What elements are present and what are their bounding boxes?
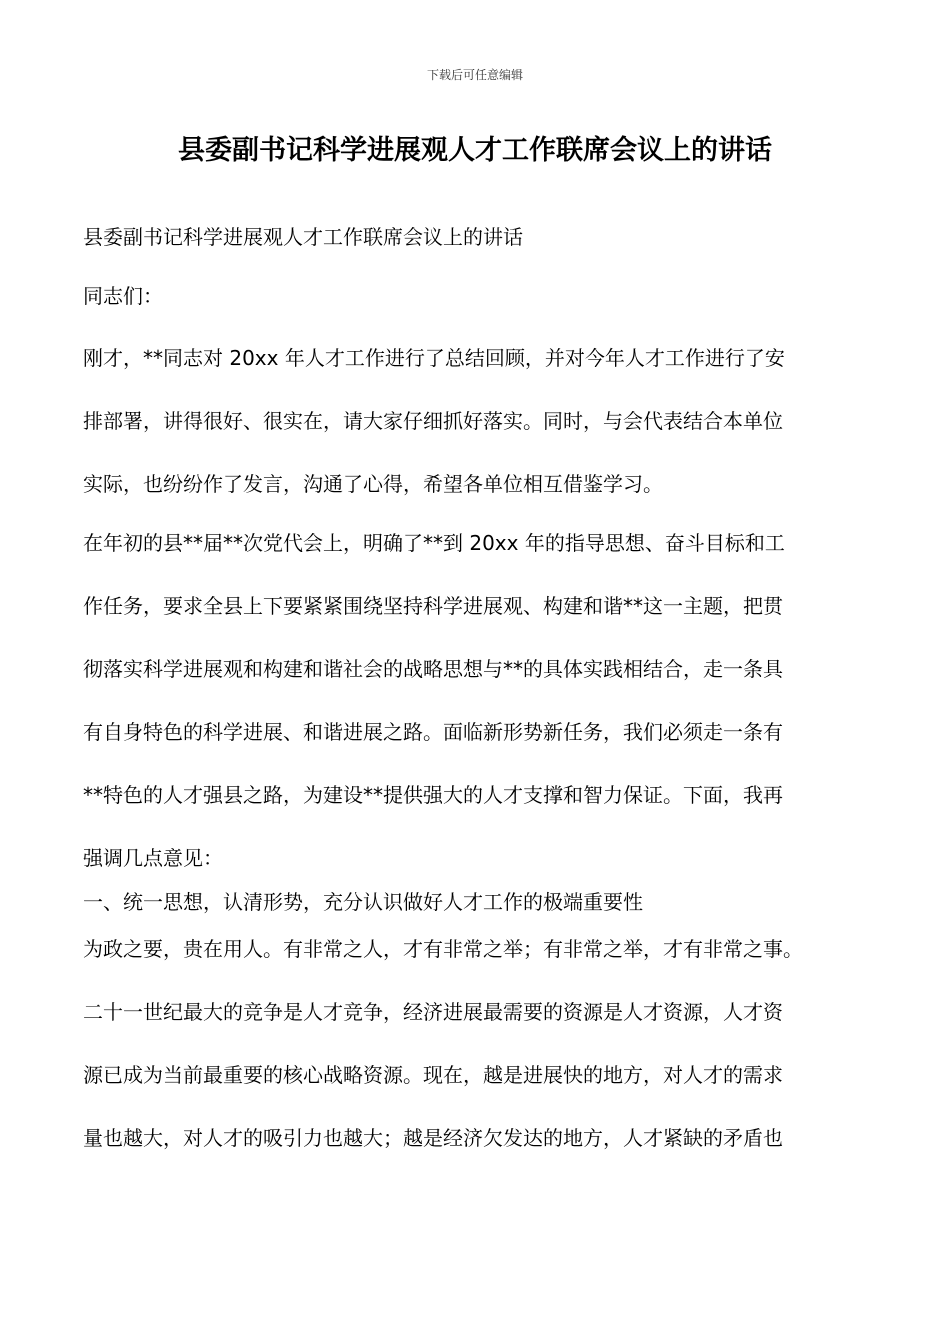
text-line: **特色的人才强县之路，为建设**提供强大的人才支撑和智力保证。下面，我再 [83,783,783,807]
text-line: 刚才，**同志对 20xx 年人才工作进行了总结回顾，并对今年人才工作进行了安 [83,346,785,370]
section-heading-one [83,882,883,922]
paragraph-salutation [83,276,883,316]
text-line: 一、统一思想，认清形势，充分认识做好人才工作的极端重要性 [83,890,643,914]
text-line: 排部署，讲得很好、很实在，请大家仔细抓好落实。同时，与会代表结合本单位 [83,409,783,433]
text-line: 县委副书记科学进展观人才工作联席会议上的讲话 [83,225,523,249]
document-title: 县委副书记科学进展观人才工作联席会议上的讲话 [178,135,772,166]
header-note: 下载后可任意编辑 [426,68,523,82]
paragraph-subtitle [83,217,883,257]
text-line: 量也越大，对人才的吸引力也越大；越是经济欠发达的地方，人才紧缺的矛盾也 [83,1126,783,1150]
text-line: 同志们： [83,284,163,308]
paragraph-review [83,327,883,516]
document-body [83,217,883,1170]
text-line: 实际，也纷纷作了发言，沟通了心得，希望各单位相互借鉴学习。 [83,472,663,496]
text-line: 有自身特色的科学进展、和谐进展之路。面临新形势新任务，我们必须走一条有 [83,720,783,744]
text-line: 为政之要，贵在用人。有非常之人，才有非常之举；有非常之举，才有非常之事。 [83,937,803,961]
text-line: 二十一世纪最大的竞争是人才竞争，经济进展最需要的资源是人才资源，人才资 [83,1000,783,1024]
text-line: 源已成为当前最重要的核心战略资源。现在，越是进展快的地方，对人才的需求 [83,1063,783,1087]
text-line: 作任务，要求全县上下要紧紧围绕坚持科学进展观、构建和谐**这一主题，把贯 [83,594,783,618]
text-line: 彻落实科学进展观和构建和谐社会的战略思想与**的具体实践相结合，走一条具 [83,657,783,681]
text-line: 强调几点意见： [83,846,223,870]
paragraph-congress [83,512,883,890]
paragraph-talent [83,918,883,1170]
text-line: 在年初的县**届**次党代会上，明确了**到 20xx 年的指导思想、奋斗目标和工 [83,531,785,555]
